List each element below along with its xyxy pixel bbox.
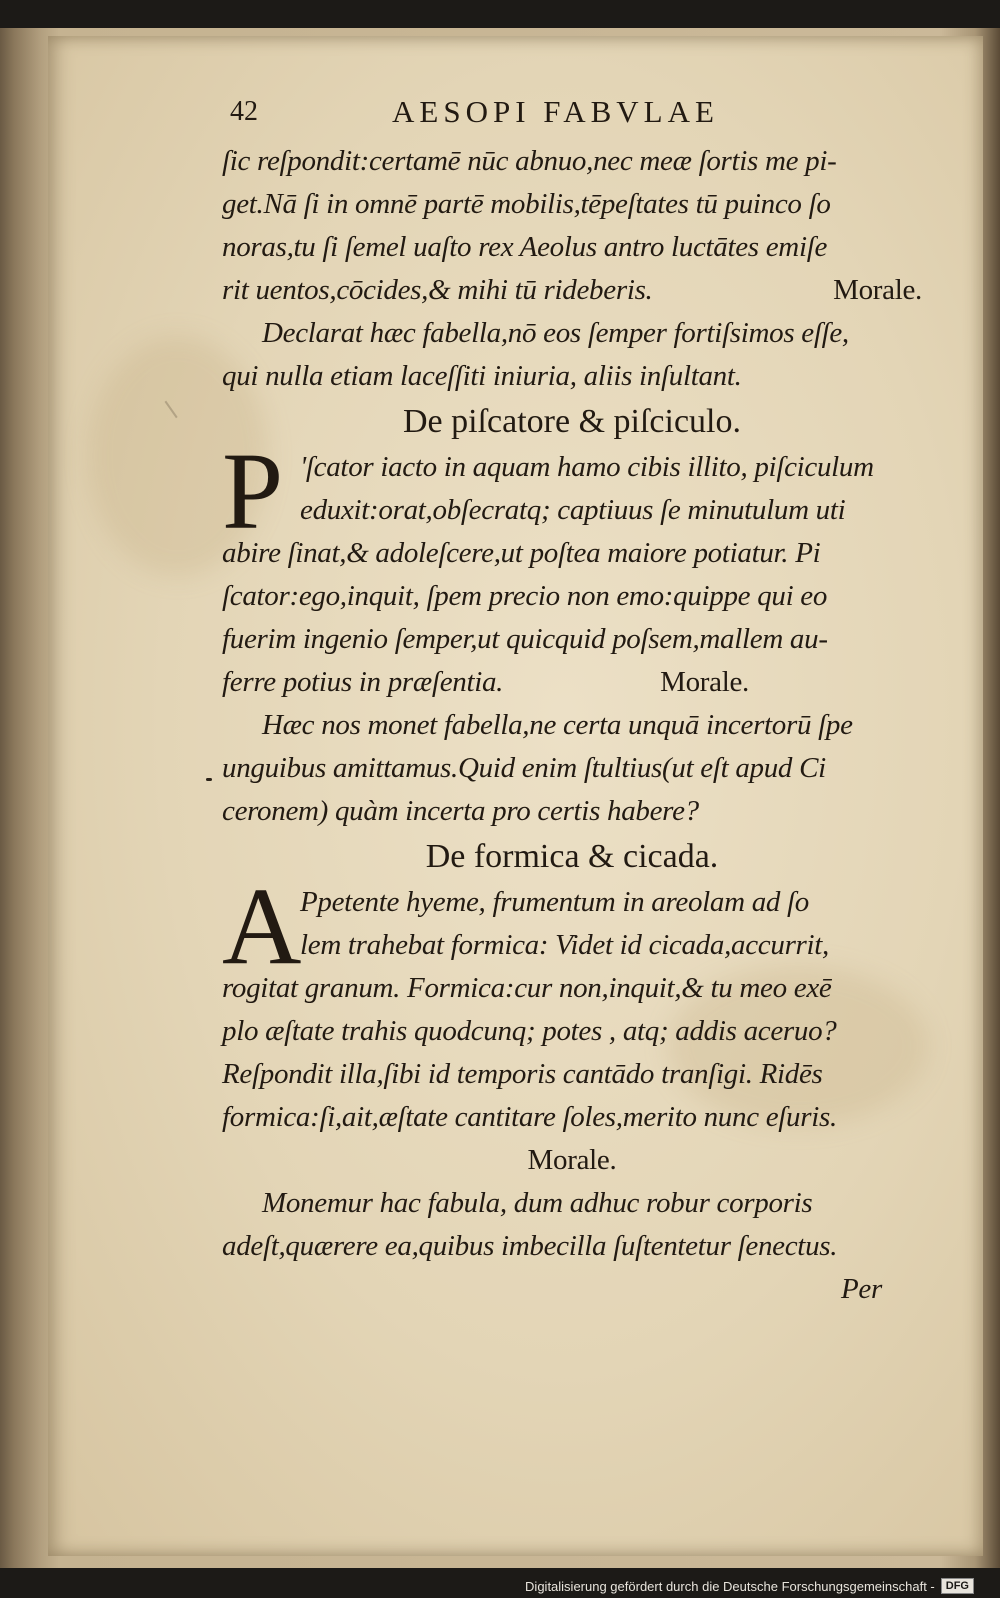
moral-line: unguibus amittamus.Quid enim ſtultius(ut eſt apud Ci <box>222 752 826 784</box>
text-line <box>222 661 922 704</box>
morale-label: Morale. <box>660 666 749 698</box>
catchword: Per <box>841 1273 882 1305</box>
moral-line: qui nulla etiam laceſſiti iniuria, aliis inſultant. <box>222 360 742 392</box>
text-line: fuerim ingenio ſemper,ut quicquid poſsem,mallem au- <box>222 623 828 655</box>
text-block <box>222 92 922 1311</box>
text-line: abire ſinat,& adoleſcere,ut poſtea maiore potiatur. Pi <box>222 537 821 569</box>
page-number: 42 <box>230 96 258 127</box>
digitization-footer <box>525 1578 974 1594</box>
morale-label: Morale. <box>527 1144 617 1176</box>
text-line: formica:ſi,ait,æſtate cantitare ſoles,merito nunc eſuris. <box>222 1101 837 1133</box>
text-line <box>222 269 922 312</box>
footer-text: Digitalisierung gefördert durch die Deutsche Forschungsgemeinschaft - <box>525 1578 935 1594</box>
ink-mark <box>206 778 212 781</box>
running-head: AESOPI FABVLAE <box>392 94 719 129</box>
moral-line: ceronem) quàm incerta pro certis habere? <box>222 795 699 827</box>
dfg-logo: DFG <box>941 1578 974 1594</box>
text-line: lem trahebat formica: Videt id cicada,accurrit, <box>300 929 829 961</box>
drop-capital: A <box>222 865 302 987</box>
moral-line: Hæc nos monet fabella,ne certa unquā incertorū ſpe <box>262 709 853 741</box>
text-line: noras,tu ſi ſemel uaſto rex Aeolus antro luctātes emiſe <box>222 231 828 263</box>
text-fragment: ferre potius in præſentia. <box>222 666 504 698</box>
moral-line: Monemur hac fabula, dum adhuc robur corporis <box>262 1187 813 1219</box>
fable-formica <box>222 865 922 1268</box>
text-line: ſcator:ego,inquit, ſpem precio non emo:quippe qui eo <box>222 580 828 612</box>
text-fragment: rit uentos,cōcides,& mihi tū rideberis. <box>222 274 653 306</box>
fable-title: De formica & cicada. <box>425 838 719 875</box>
text-line: Reſpondit illa,ſibi id temporis cantādo tranſigi. Ridēs <box>222 1058 823 1090</box>
text-line: get.Nā ſi in omnē partē mobilis,tēpeſtates tū puinco ſo <box>222 188 831 220</box>
drop-capital: P <box>222 430 284 552</box>
page-header <box>222 92 922 140</box>
moral-line: Declarat hæc fabella,nō eos ſemper fortiſsimos eſſe, <box>262 317 849 349</box>
fable-title: De piſcatore & piſciculo. <box>403 403 741 440</box>
text-line: eduxit:orat,obſecratq; captiuus ſe minutulum uti <box>300 494 846 526</box>
text-line: rogitat granum. Formica:cur non,inquit,& tu meo exē <box>222 972 832 1004</box>
morale-label: Morale. <box>833 274 922 306</box>
text-line: ſic reſpondit:certamē nūc abnuo,nec meæ ſortis me pi- <box>222 145 837 177</box>
text-line: plo æſtate trahis quodcunq; potes , atq; addis aceruo? <box>222 1015 837 1047</box>
moral-line: adeſt,quærere ea,quibus imbecilla ſuſtentetur ſenectus. <box>222 1230 838 1262</box>
text-line: 'ſcator iacto in aquam hamo cibis illito, piſciculum <box>300 451 874 483</box>
fable-piscator <box>222 430 922 833</box>
text-line: Ppetente hyeme, frumentum in areolam ad ſo <box>300 886 810 918</box>
